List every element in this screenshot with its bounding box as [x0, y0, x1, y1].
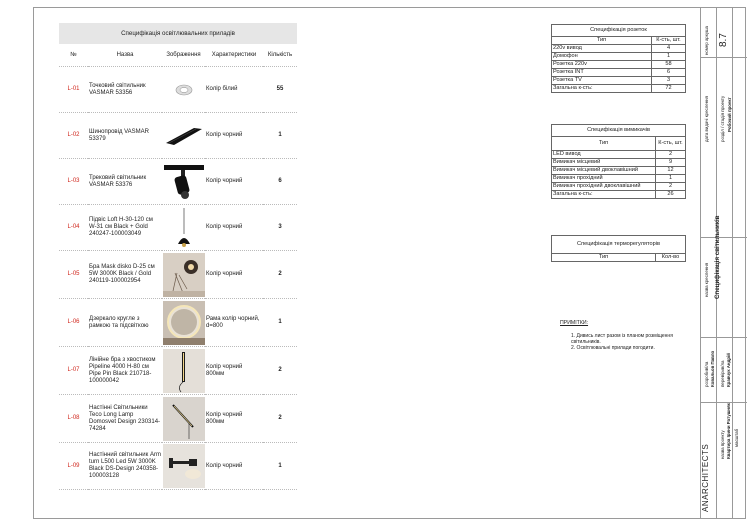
- item-code: L-09: [59, 443, 88, 490]
- socket-qty: 6: [652, 69, 686, 77]
- table-row: [59, 395, 297, 443]
- item-code: L-02: [59, 113, 88, 159]
- sheet-number: 8.7: [718, 33, 729, 47]
- table-row: [552, 159, 686, 167]
- drawing-name-label: назва креслення: [704, 262, 709, 297]
- table-row: [59, 205, 297, 251]
- table-row: [552, 85, 686, 93]
- item-name: Точковий світильник VASMAR 53356: [88, 67, 162, 113]
- switches-spec-title: Специфікація вимикачів: [552, 125, 686, 137]
- item-image: [162, 67, 205, 113]
- item-name: Настінний світильник Arm turn L500 Led 5W 3000K Black DS-Design 240358-100003128: [88, 443, 162, 490]
- sockets-spec-table: [551, 24, 686, 93]
- col-header-qty: К-сть, шт.: [656, 137, 686, 151]
- item-code: L-03: [59, 159, 88, 205]
- title-block-hline: [701, 237, 747, 238]
- item-qty: 2: [263, 395, 297, 443]
- project-name-label: назва проекту: [720, 430, 725, 459]
- issue-date-label: дата видачі креслення: [704, 96, 709, 142]
- table-row: [552, 45, 686, 53]
- switch-type: Вимикач прохідний двоклавішний: [552, 183, 656, 191]
- col-header-qty: К-сть, шт.: [652, 37, 686, 45]
- item-qty: 2: [263, 347, 297, 395]
- socket-type: 220v вивод: [552, 45, 652, 53]
- track-rail-icon: [164, 126, 204, 146]
- item-char: Рама колір чорний, d=800: [205, 299, 263, 347]
- item-image: [162, 443, 205, 490]
- title-block-divider: [732, 7, 733, 519]
- col-header-qty: Кол-во: [656, 254, 686, 262]
- drawing-name: Специфікація світильників: [714, 215, 721, 299]
- table-row: [59, 251, 297, 299]
- switch-type: Вимикач прохідний: [552, 175, 656, 183]
- socket-qty: 3: [652, 77, 686, 85]
- item-image: [162, 205, 205, 251]
- socket-type: Розетка INT: [552, 69, 652, 77]
- company-logo: ANARCHITECTS: [701, 443, 710, 512]
- downlight-icon: [174, 83, 194, 97]
- item-char: Колір чорний: [205, 205, 263, 251]
- item-char: Колір чорний: [205, 113, 263, 159]
- socket-type: Розетка TV: [552, 77, 652, 85]
- notes-block: [560, 320, 700, 351]
- item-char: Колір чорний 800мм: [205, 347, 263, 395]
- title-block-hline: [701, 337, 747, 338]
- section-value: Робочий проект: [727, 97, 732, 132]
- item-qty: 3: [263, 205, 297, 251]
- switch-qty: 2: [656, 151, 686, 159]
- item-qty: 1: [263, 299, 297, 347]
- switch-qty: 1: [656, 175, 686, 183]
- switch-type: Вимикач місцевий: [552, 159, 656, 167]
- col-header-name: Назва: [88, 44, 162, 67]
- item-code: L-04: [59, 205, 88, 251]
- pendant-lamp-icon: [174, 206, 194, 250]
- item-name: Дзеркало кругле з рамкою та підсвіткою: [88, 299, 162, 347]
- socket-qty: 4: [652, 45, 686, 53]
- socket-total-qty: 72: [652, 85, 686, 93]
- table-row: [59, 299, 297, 347]
- col-header-num: №: [59, 44, 88, 67]
- sockets-spec-title: Специфікація розеток: [552, 25, 686, 37]
- table-row: [552, 69, 686, 77]
- switch-type: Вимикач місцевий двоклавішний: [552, 167, 656, 175]
- notes-title: ПРИМІТКИ:: [560, 320, 589, 326]
- table-row: [552, 77, 686, 85]
- item-qty: 1: [263, 443, 297, 490]
- table-row: [552, 61, 686, 69]
- item-code: L-08: [59, 395, 88, 443]
- switch-total-qty: 26: [656, 191, 686, 199]
- socket-qty: 58: [652, 61, 686, 69]
- checked-by-label: перевірив/ла: [720, 360, 725, 387]
- item-qty: 2: [263, 251, 297, 299]
- item-code: L-05: [59, 251, 88, 299]
- socket-total-label: Загальна к-сть:: [552, 85, 652, 93]
- note-item: 2. Освітлювальні прилади погодити.: [571, 345, 655, 351]
- track-spotlight-icon: [163, 162, 205, 202]
- linear-sconce-photo-icon: [163, 349, 205, 393]
- col-header-char: Характеристики: [205, 44, 263, 67]
- item-char: Колір чорний: [205, 443, 263, 490]
- item-image: [162, 251, 205, 299]
- socket-type: Домофон: [552, 53, 652, 61]
- item-name: Трековий світильник VASMAR 53376: [88, 159, 162, 205]
- item-qty: 55: [263, 67, 297, 113]
- col-header-type: Тип: [552, 37, 652, 45]
- checked-by: Кравчук Андрій: [726, 353, 731, 387]
- thermo-spec-table: [551, 235, 686, 262]
- switch-qty: 2: [656, 183, 686, 191]
- item-image: [162, 159, 205, 205]
- col-header-qty: Кількість: [263, 44, 297, 67]
- wall-sconce-photo-icon: [163, 253, 205, 297]
- table-row: [552, 53, 686, 61]
- item-name: Бра Mask disko D-25 см 5W 3000K Black / Gold 240119-100002954: [88, 251, 162, 299]
- table-row: [59, 113, 297, 159]
- scale-label: масштаб: [734, 428, 739, 447]
- col-header-type: Тип: [552, 137, 656, 151]
- table-row: [59, 67, 297, 113]
- table-row: [59, 159, 297, 205]
- lighting-spec-table: [59, 23, 297, 490]
- item-name: Підвіс Loft H-30-120 см W-31 см Black + Gold 240247-100003049: [88, 205, 162, 251]
- table-row: [552, 167, 686, 175]
- table-row: [59, 347, 297, 395]
- title-block-hline: [701, 57, 747, 58]
- long-wall-lamp-photo-icon: [163, 397, 205, 441]
- item-image: [162, 347, 205, 395]
- note-item: 1. Дивись лист разом із планом розміщення світильників.: [571, 333, 673, 345]
- table-row: [552, 183, 686, 191]
- thermo-spec-title: Специфікація терморегуляторів: [552, 236, 686, 254]
- item-qty: 6: [263, 159, 297, 205]
- socket-qty: 1: [652, 53, 686, 61]
- table-row: [552, 175, 686, 183]
- arm-wall-lamp-photo-icon: [163, 444, 205, 488]
- title-block-hline: [701, 402, 747, 403]
- switch-type: LED вивод: [552, 151, 656, 159]
- section-label: розділ / стадія проекту: [720, 95, 725, 142]
- switches-spec-table: [551, 124, 686, 199]
- sheet-number-label: номер аркуша: [704, 25, 709, 55]
- switch-qty: 12: [656, 167, 686, 175]
- item-code: L-07: [59, 347, 88, 395]
- table-row: [552, 151, 686, 159]
- item-name: Настінні Світильники Teco Long Lamp Domosvet Design 230314-74284: [88, 395, 162, 443]
- item-code: L-01: [59, 67, 88, 113]
- item-name: Лінійне бра з хвостиком Pipeline 4000 H-80 см Pipe Pin Black 210718-100000042: [88, 347, 162, 395]
- title-block: [700, 7, 747, 519]
- item-image: [162, 299, 205, 347]
- col-header-type: Тип: [552, 254, 656, 262]
- col-header-image: Зображення: [162, 44, 205, 67]
- item-code: L-06: [59, 299, 88, 347]
- item-image: [162, 113, 205, 159]
- socket-type: Розетка 220v: [552, 61, 652, 69]
- table-row: [59, 443, 297, 490]
- switch-total-label: Загальна к-сть:: [552, 191, 656, 199]
- item-char: Колір чорний: [205, 251, 263, 299]
- item-char: Колір чорний: [205, 159, 263, 205]
- project-name: Квартира Ірини Ратушняк: [726, 403, 731, 459]
- item-image: [162, 395, 205, 443]
- developed-by-label: розробив/ла: [704, 361, 709, 387]
- developed-by: Ковальов Павло: [710, 350, 715, 387]
- switch-qty: 9: [656, 159, 686, 167]
- item-char: Колір чорний 800мм: [205, 395, 263, 443]
- table-row: [552, 191, 686, 199]
- item-name: Шинопровід VASMAR 53379: [88, 113, 162, 159]
- item-qty: 1: [263, 113, 297, 159]
- item-char: Колір білий: [205, 67, 263, 113]
- round-mirror-photo-icon: [163, 301, 205, 345]
- lighting-spec-title: Специфікація освітлювальних приладів: [59, 23, 297, 44]
